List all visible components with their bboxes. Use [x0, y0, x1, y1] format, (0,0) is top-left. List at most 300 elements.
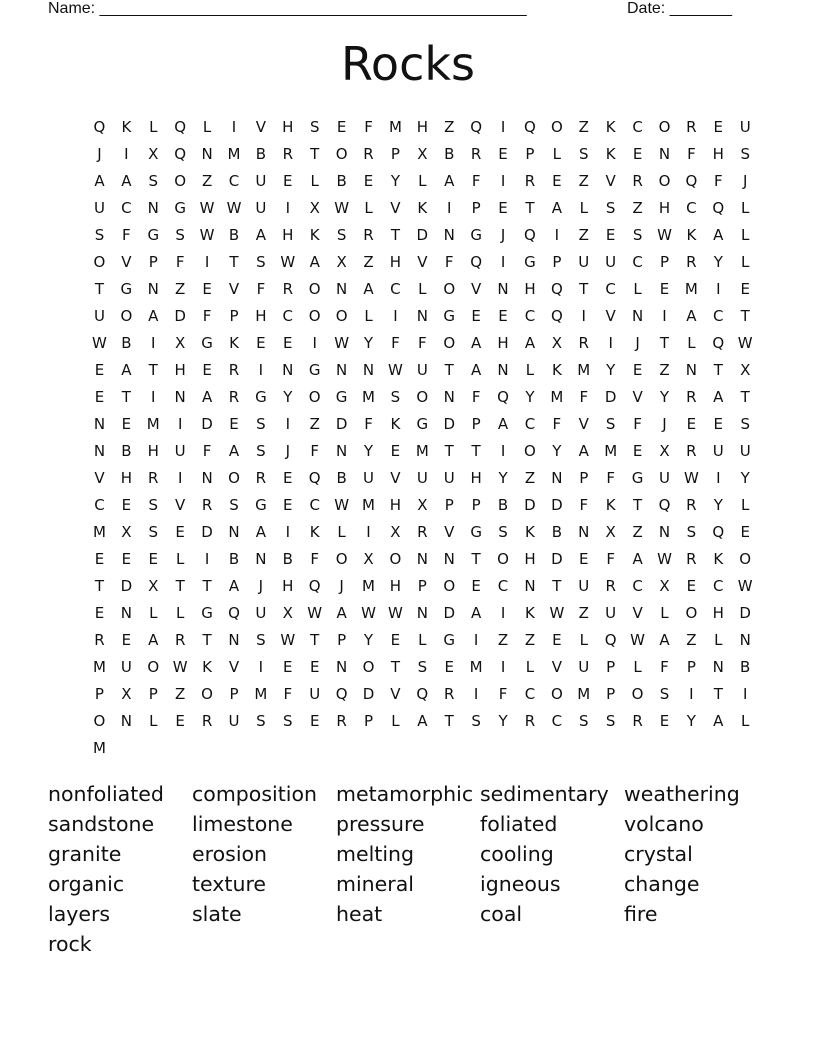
grid-letter: L — [525, 658, 535, 676]
grid-letter: S — [94, 226, 105, 244]
grid-letter: E — [309, 712, 320, 730]
grid-letter: L — [149, 118, 158, 136]
grid-letter: H — [282, 226, 294, 244]
grid-letter: Z — [309, 415, 320, 433]
grid-letter: C — [551, 712, 563, 730]
grid-letter: B — [336, 469, 347, 487]
grid-letter: R — [444, 685, 455, 703]
grid-letter: E — [740, 523, 750, 541]
grid-letter: E — [498, 199, 508, 217]
word-bank-item: igneous — [480, 872, 561, 896]
grid-letter: X — [390, 523, 401, 541]
grid-letter: W — [226, 199, 242, 217]
word-bank-item: mineral — [336, 872, 414, 896]
grid-letter: C — [390, 280, 401, 298]
worksheet-header — [0, 0, 816, 20]
grid-letter: S — [471, 712, 481, 730]
grid-letter: N — [362, 361, 375, 379]
grid-letter: G — [255, 388, 267, 406]
grid-letter: J — [742, 172, 748, 190]
grid-letter: V — [175, 496, 186, 514]
grid-letter: E — [659, 712, 670, 730]
grid-letter: L — [552, 145, 562, 163]
grid-letter: I — [258, 658, 264, 676]
grid-letter: K — [551, 361, 562, 379]
word-bank-item: granite — [48, 842, 122, 866]
grid-letter: B — [336, 172, 347, 190]
grid-letter: I — [473, 631, 479, 649]
word-bank-item: sedimentary — [480, 782, 609, 806]
grid-letter: A — [713, 226, 724, 244]
grid-letter: P — [229, 685, 239, 703]
grid-letter: E — [121, 415, 132, 433]
grid-letter: C — [713, 307, 724, 325]
grid-letter: Q — [550, 280, 563, 298]
grid-letter: T — [94, 577, 105, 595]
grid-letter: A — [228, 577, 240, 595]
grid-letter: L — [525, 361, 535, 379]
grid-letter: I — [393, 307, 398, 325]
grid-letter: Y — [686, 712, 696, 730]
grid-letter: O — [308, 280, 321, 298]
grid-letter: R — [228, 388, 240, 406]
grid-letter: H — [658, 199, 671, 217]
grid-letter: L — [579, 631, 588, 649]
grid-letter: E — [283, 496, 293, 514]
grid-letter: G — [443, 307, 456, 325]
grid-letter: L — [579, 199, 588, 217]
grid-letter: I — [500, 658, 506, 676]
grid-letter: I — [285, 199, 291, 217]
grid-letter: R — [363, 226, 374, 244]
word-bank — [48, 780, 768, 960]
grid-letter: D — [335, 415, 348, 433]
grid-letter: U — [228, 712, 240, 730]
word-bank-item: rock — [48, 932, 92, 956]
grid-letter: W — [92, 334, 107, 352]
grid-letter: F — [256, 280, 266, 298]
grid-letter: D — [524, 496, 536, 514]
grid-letter: I — [742, 685, 748, 703]
grid-letter: Q — [470, 253, 483, 271]
grid-letter: O — [443, 334, 456, 352]
grid-letter: B — [282, 550, 293, 568]
grid-letter: N — [201, 145, 213, 163]
grid-letter: O — [389, 550, 402, 568]
grid-letter: E — [686, 415, 697, 433]
grid-letter: S — [390, 388, 401, 406]
grid-letter: I — [608, 334, 613, 352]
grid-letter: R — [255, 469, 267, 487]
word-bank-item: texture — [192, 872, 267, 896]
grid-letter: Z — [524, 469, 536, 487]
grid-letter: N — [497, 280, 509, 298]
grid-letter: G — [120, 280, 133, 298]
grid-letter: F — [310, 442, 320, 460]
grid-letter: A — [148, 631, 159, 649]
grid-letter: H — [255, 307, 267, 325]
grid-letter: N — [228, 631, 240, 649]
grid-letter: Q — [470, 118, 483, 136]
grid-letter: I — [204, 253, 210, 271]
grid-letter: Y — [363, 334, 374, 352]
grid-letter: Q — [685, 172, 698, 190]
grid-letter: E — [175, 523, 185, 541]
grid-letter: A — [471, 604, 482, 622]
grid-letter: T — [202, 631, 212, 649]
grid-letter: I — [285, 523, 291, 541]
grid-letter: Z — [578, 172, 589, 190]
grid-letter: O — [201, 685, 213, 703]
grid-letter: I — [689, 685, 694, 703]
grid-letter: Z — [578, 604, 589, 622]
grid-letter: F — [687, 145, 696, 163]
grid-letter: P — [606, 658, 616, 676]
grid-letter: G — [443, 631, 456, 649]
grid-letter: G — [416, 415, 429, 433]
grid-letter: M — [227, 145, 241, 163]
grid-letter: C — [632, 577, 643, 595]
grid-letter: C — [632, 253, 643, 271]
grid-letter: O — [550, 685, 563, 703]
grid-letter: J — [635, 334, 640, 352]
grid-letter: I — [500, 442, 506, 460]
grid-letter: O — [93, 253, 106, 271]
grid-letter: T — [740, 307, 750, 325]
grid-letter: X — [336, 253, 347, 271]
grid-letter: J — [285, 442, 291, 460]
grid-letter: Q — [93, 118, 106, 136]
grid-letter: L — [418, 280, 427, 298]
grid-letter: C — [121, 199, 132, 217]
grid-letter: C — [94, 496, 105, 514]
grid-letter: R — [632, 172, 643, 190]
grid-letter: E — [390, 631, 401, 649]
grid-letter: Q — [335, 685, 348, 703]
grid-letter: E — [202, 361, 212, 379]
grid-letter: L — [741, 712, 750, 730]
grid-letter: L — [391, 712, 400, 730]
grid-letter: E — [283, 172, 293, 190]
grid-letter: G — [470, 226, 482, 244]
grid-letter: S — [175, 226, 185, 244]
grid-letter: E — [659, 280, 670, 298]
grid-letter: N — [524, 577, 536, 595]
grid-letter: U — [443, 469, 455, 487]
grid-letter: O — [524, 442, 536, 460]
grid-letter: X — [282, 604, 293, 622]
grid-letter: D — [739, 604, 751, 622]
grid-letter: N — [631, 307, 644, 325]
grid-letter: K — [605, 118, 616, 136]
grid-letter: S — [579, 145, 589, 163]
grid-letter: L — [741, 226, 750, 244]
grid-letter: A — [417, 712, 428, 730]
grid-letter: I — [554, 226, 560, 244]
word-bank-item: composition — [192, 782, 317, 806]
grid-letter: U — [712, 442, 724, 460]
grid-letter: P — [444, 496, 454, 514]
grid-letter: N — [120, 604, 132, 622]
grid-letter: A — [201, 388, 213, 406]
grid-letter: S — [659, 685, 670, 703]
grid-letter: F — [606, 550, 615, 568]
grid-letter: F — [633, 415, 642, 433]
grid-letter: N — [551, 469, 563, 487]
grid-letter: P — [363, 712, 374, 730]
grid-letter: W — [388, 361, 403, 379]
word-bank-item: weathering — [624, 782, 740, 806]
grid-letter: A — [309, 253, 320, 271]
grid-letter: O — [147, 658, 160, 676]
grid-letter: A — [121, 361, 132, 379]
grid-letter: S — [605, 415, 616, 433]
grid-letter: V — [444, 523, 455, 541]
grid-letter: R — [632, 712, 643, 730]
grid-letter: X — [659, 442, 670, 460]
grid-letter: E — [552, 631, 562, 649]
grid-letter: W — [657, 226, 672, 244]
grid-letter: W — [388, 604, 403, 622]
grid-letter: C — [282, 307, 294, 325]
word-bank-item: volcano — [624, 812, 704, 836]
grid-letter: Z — [175, 685, 186, 703]
grid-letter: W — [172, 658, 188, 676]
grid-letter: E — [605, 226, 616, 244]
grid-letter: T — [444, 712, 454, 730]
grid-letter: R — [363, 145, 374, 163]
grid-letter: Z — [497, 631, 509, 649]
grid-letter: T — [94, 280, 105, 298]
grid-letter: R — [228, 361, 240, 379]
word-bank-item: sandstone — [48, 812, 155, 836]
grid-letter: H — [389, 496, 402, 514]
grid-letter: L — [149, 604, 158, 622]
grid-letter: U — [578, 253, 590, 271]
grid-letter: P — [229, 307, 239, 325]
grid-letter: I — [124, 145, 129, 163]
grid-letter: I — [662, 307, 667, 325]
grid-letter: Y — [498, 469, 508, 487]
grid-letter: U — [93, 199, 105, 217]
grid-letter: M — [388, 118, 402, 136]
grid-letter: N — [443, 550, 455, 568]
grid-letter: D — [174, 307, 186, 325]
grid-letter: S — [148, 496, 159, 514]
grid-letter: X — [605, 523, 616, 541]
grid-letter: M — [362, 496, 375, 514]
grid-letter: E — [498, 307, 508, 325]
grid-letter: T — [740, 388, 750, 406]
grid-letter: H — [416, 118, 428, 136]
grid-letter: T — [390, 658, 400, 676]
grid-letter: L — [687, 334, 696, 352]
grid-letter: R — [686, 388, 697, 406]
grid-letter: H — [147, 442, 159, 460]
grid-letter: P — [579, 469, 589, 487]
grid-letter: G — [470, 523, 482, 541]
grid-letter: U — [658, 469, 670, 487]
grid-letter: Z — [363, 253, 374, 271]
grid-letter: X — [121, 685, 132, 703]
word-bank-item: limestone — [192, 812, 293, 836]
grid-letter: S — [579, 712, 589, 730]
grid-letter: I — [500, 253, 506, 271]
grid-letter: T — [175, 577, 185, 595]
grid-letter: O — [443, 280, 456, 298]
grid-letter: S — [256, 253, 266, 271]
grid-letter: I — [716, 469, 721, 487]
grid-letter: A — [524, 334, 536, 352]
grid-letter: M — [362, 577, 375, 595]
grid-letter: A — [713, 388, 724, 406]
grid-letter: T — [659, 334, 670, 352]
grid-letter: K — [605, 145, 616, 163]
grid-letter: T — [148, 361, 158, 379]
grid-letter: D — [443, 604, 456, 622]
grid-letter: Y — [390, 172, 400, 190]
grid-letter: V — [94, 469, 105, 487]
grid-letter: Z — [175, 280, 186, 298]
grid-letter: L — [337, 523, 346, 541]
grid-letter: E — [552, 172, 562, 190]
grid-letter: P — [471, 199, 481, 217]
grid-letter: O — [685, 604, 698, 622]
grid-letter: N — [335, 280, 348, 298]
grid-letter: X — [121, 523, 132, 541]
grid-letter: E — [713, 118, 724, 136]
grid-letter: T — [121, 388, 131, 406]
grid-letter: M — [577, 361, 591, 379]
grid-letter: W — [334, 496, 350, 514]
grid-letter: I — [716, 280, 721, 298]
grid-letter: L — [741, 253, 750, 271]
grid-letter: F — [471, 172, 481, 190]
grid-letter: T — [713, 685, 723, 703]
grid-letter: S — [309, 118, 320, 136]
grid-letter: O — [658, 172, 671, 190]
grid-letter: C — [713, 577, 724, 595]
grid-letter: R — [524, 712, 536, 730]
grid-letter: E — [148, 550, 158, 568]
grid-letter: G — [308, 361, 321, 379]
grid-letter: V — [390, 199, 401, 217]
grid-letter: E — [471, 307, 481, 325]
grid-letter: J — [662, 415, 667, 433]
grid-letter: H — [120, 469, 132, 487]
grid-letter: C — [524, 307, 536, 325]
grid-letter: A — [471, 334, 482, 352]
grid-letter: O — [335, 307, 348, 325]
grid-letter: V — [228, 280, 240, 298]
grid-letter: E — [121, 550, 132, 568]
grid-letter: S — [740, 415, 750, 433]
grid-letter: I — [177, 415, 183, 433]
grid-letter: T — [471, 442, 481, 460]
grid-letter: T — [713, 361, 723, 379]
grid-letter: N — [147, 280, 159, 298]
grid-letter: S — [498, 523, 508, 541]
grid-letter: S — [605, 199, 616, 217]
grid-letter: U — [416, 361, 428, 379]
grid-letter: H — [712, 145, 724, 163]
grid-letter: N — [416, 604, 428, 622]
grid-letter: Y — [713, 496, 723, 514]
grid-letter: V — [390, 685, 401, 703]
grid-letter: V — [578, 415, 589, 433]
grid-letter: E — [121, 496, 132, 514]
grid-letter: Y — [659, 388, 670, 406]
grid-letter: A — [713, 712, 724, 730]
grid-letter: F — [552, 415, 562, 433]
grid-letter: J — [500, 226, 506, 244]
grid-letter: A — [255, 523, 267, 541]
grid-letter: R — [686, 496, 697, 514]
grid-letter: T — [229, 253, 239, 271]
grid-letter: D — [362, 685, 375, 703]
grid-letter: S — [605, 712, 616, 730]
grid-letter: E — [713, 415, 724, 433]
grid-letter: B — [444, 145, 455, 163]
grid-letter: U — [255, 604, 267, 622]
grid-letter: P — [148, 685, 158, 703]
grid-letter: E — [632, 442, 643, 460]
grid-letter: W — [280, 631, 296, 649]
grid-letter: X — [148, 577, 159, 595]
grid-letter: L — [714, 631, 723, 649]
grid-letter: T — [525, 199, 535, 217]
grid-letter: Q — [658, 496, 671, 514]
grid-letter: X — [363, 550, 374, 568]
grid-letter: A — [686, 307, 697, 325]
grid-letter: Y — [713, 253, 723, 271]
grid-letter: N — [335, 658, 348, 676]
grid-letter: U — [605, 604, 617, 622]
grid-letter: U — [363, 469, 374, 487]
grid-letter: P — [686, 658, 696, 676]
grid-letter: I — [473, 685, 479, 703]
word-bank-item: heat — [336, 902, 383, 926]
grid-letter: M — [415, 442, 429, 460]
grid-letter: L — [418, 631, 427, 649]
grid-letter: C — [605, 280, 616, 298]
grid-letter: A — [148, 307, 159, 325]
grid-letter: F — [579, 388, 589, 406]
grid-letter: E — [336, 118, 347, 136]
grid-letter: B — [551, 523, 562, 541]
grid-letter: I — [500, 604, 506, 622]
grid-letter: R — [605, 577, 616, 595]
grid-letter: R — [282, 145, 294, 163]
grid-letter: T — [390, 226, 400, 244]
grid-letter: N — [174, 388, 186, 406]
word-bank-item: metamorphic — [336, 782, 474, 806]
grid-letter: U — [605, 253, 617, 271]
grid-letter: I — [366, 523, 371, 541]
grid-letter: R — [578, 334, 589, 352]
grid-letter: T — [444, 442, 454, 460]
grid-letter: S — [256, 631, 266, 649]
grid-letter: S — [148, 523, 159, 541]
grid-letter: K — [121, 118, 132, 136]
grid-letter: M — [92, 739, 106, 757]
grid-letter: T — [632, 496, 643, 514]
grid-letter: L — [741, 199, 750, 217]
grid-letter: F — [498, 685, 508, 703]
grid-letter: N — [443, 226, 455, 244]
grid-letter: Z — [686, 631, 697, 649]
grid-letter: C — [309, 496, 320, 514]
